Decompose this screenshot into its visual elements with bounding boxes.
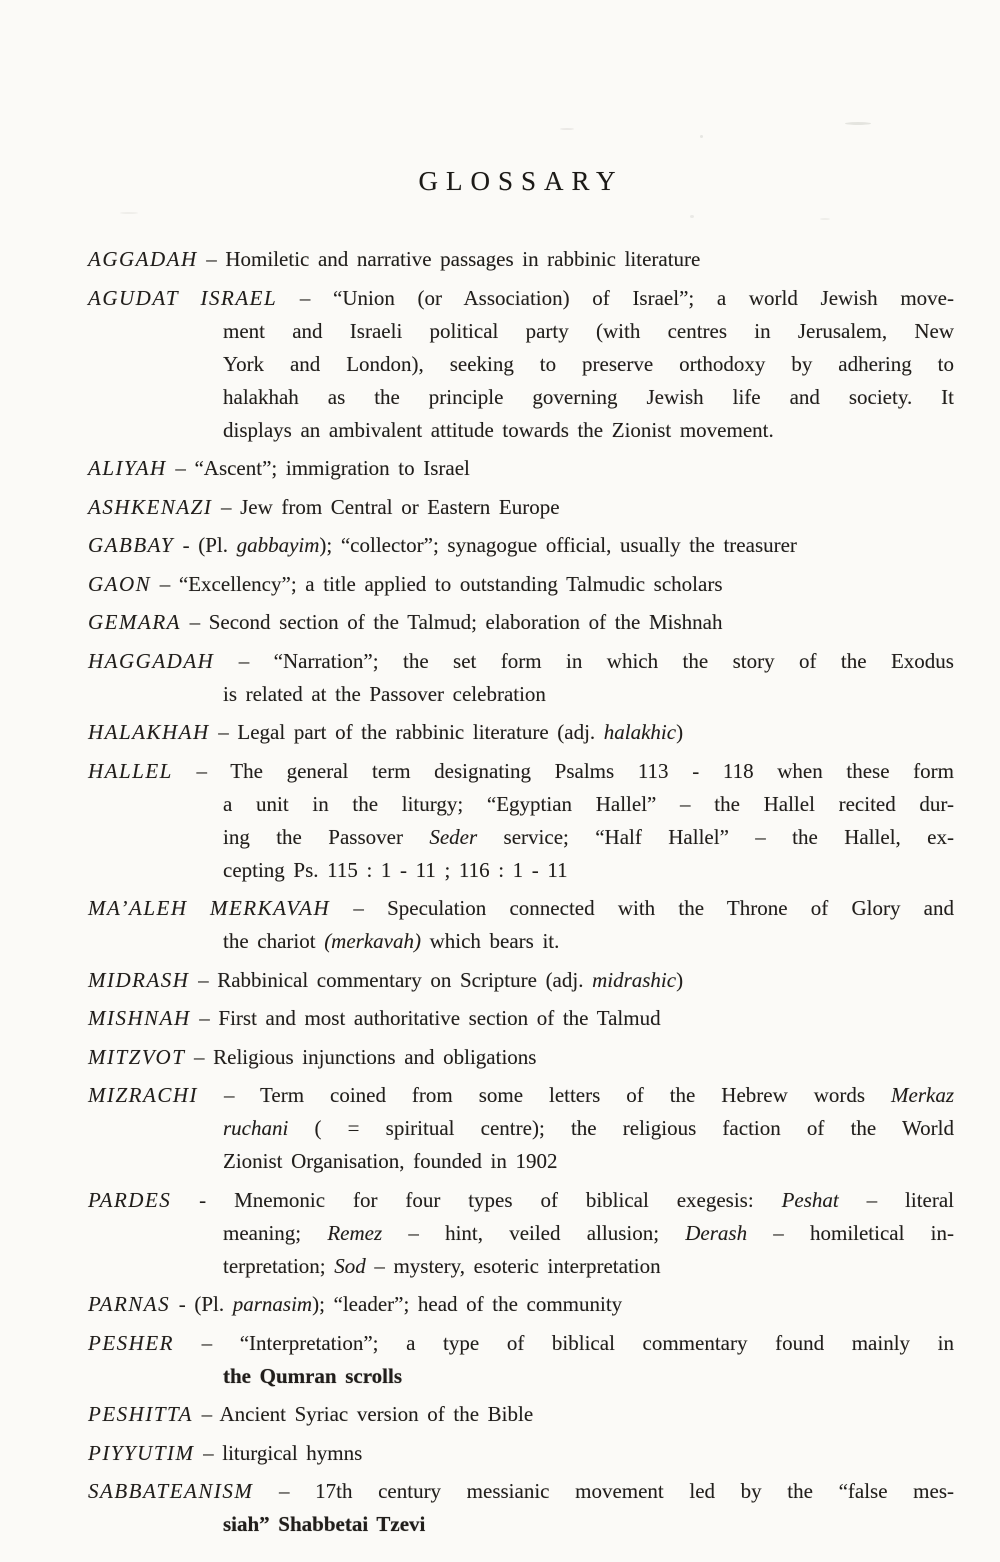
term-definition-dash: – bbox=[166, 456, 195, 480]
glossary-entry bbox=[88, 755, 954, 887]
glossary-term: HAGGADAH bbox=[88, 648, 215, 673]
glossary-term: HALAKHAH bbox=[88, 720, 210, 744]
entry-continuation-line: the Qumran scrolls bbox=[223, 1363, 402, 1388]
term-definition-dash: – bbox=[277, 285, 334, 310]
term-definition-dash: - bbox=[170, 1292, 195, 1316]
term-definition-dash: – bbox=[173, 1330, 240, 1355]
glossary-term: ASHKENAZI bbox=[88, 494, 213, 519]
glossary-term: GEMARA bbox=[88, 610, 181, 634]
term-definition-dash: – bbox=[198, 1083, 261, 1107]
entry-first-line: GAON – “Excellency”; a title applied to outstanding Talmudic scholars bbox=[88, 571, 723, 596]
entry-continuation-line: cepting Ps. 115 : 1 - 11 ; 116 : 1 - 11 bbox=[223, 857, 568, 882]
glossary-entry bbox=[88, 1041, 954, 1074]
glossary-entry bbox=[88, 452, 954, 485]
entry-first-line: GEMARA – Second section of the Talmud; elaboration of the Mishnah bbox=[88, 610, 723, 634]
glossary-term: PESHITTA bbox=[88, 1402, 193, 1426]
glossary-entry bbox=[88, 568, 954, 601]
glossary-entry bbox=[88, 529, 954, 562]
entry-first-line: ALIYAH – “Ascent”; immigration to Israel bbox=[88, 456, 470, 480]
entry-continuation-line: halakhah as the principle governing Jewish life and society. It bbox=[223, 384, 954, 409]
glossary-term: PESHER bbox=[88, 1330, 174, 1355]
entry-continuation-line: ruchani ( = spiritual centre); the religious faction of the World bbox=[223, 1116, 954, 1140]
glossary-entry bbox=[88, 1327, 954, 1393]
term-definition-dash: – bbox=[209, 720, 238, 744]
glossary-entry bbox=[88, 282, 954, 447]
glossary-entry bbox=[88, 1475, 954, 1541]
entry-continuation-line: a unit in the liturgy; “Egyptian Hallel” – the Hallel recited dur- bbox=[223, 791, 954, 816]
glossary-term: MIZRACHI bbox=[88, 1083, 198, 1107]
entry-first-line: MITZVOT – Religious injunctions and obligations bbox=[88, 1044, 537, 1069]
glossary-entry bbox=[88, 645, 954, 711]
entry-first-line: PARNAS - (Pl. parnasim); “leader”; head of the community bbox=[88, 1292, 623, 1316]
entry-first-line: GABBAY - (Pl. gabbayim); “collector”; synagogue official, usually the treasurer bbox=[88, 533, 797, 557]
entry-first-line: HALLEL – The general term designating Psalms 113 - 118 when these form bbox=[88, 758, 954, 783]
entry-continuation-line: meaning; Remez – hint, veiled allusion; Derash – homiletical in- bbox=[223, 1220, 954, 1245]
term-definition-dash: – bbox=[151, 571, 179, 596]
entry-first-line: AGGADAH – Homiletic and narrative passages in rabbinic literature bbox=[88, 247, 701, 271]
scan-artifact bbox=[120, 212, 138, 214]
entry-continuation-line: York and London), seeking to preserve orthodoxy by adhering to bbox=[223, 351, 954, 376]
glossary-term: MISHNAH bbox=[88, 1006, 191, 1030]
glossary-entry bbox=[88, 1437, 954, 1470]
glossary-entry bbox=[88, 1002, 954, 1035]
term-definition-dash: – bbox=[172, 758, 231, 783]
term-definition-dash: – bbox=[189, 967, 218, 992]
entry-first-line: AGUDAT ISRAEL – “Union (or Association) of Israel”; a world Jewish move- bbox=[88, 285, 954, 310]
scan-artifact bbox=[560, 128, 574, 130]
term-definition-dash: – bbox=[192, 1402, 220, 1426]
term-definition-dash: – bbox=[197, 247, 226, 271]
term-definition-dash: - bbox=[171, 1187, 235, 1212]
term-definition-dash: - bbox=[174, 533, 199, 557]
term-definition-dash: – bbox=[214, 648, 274, 673]
glossary-entry bbox=[88, 1398, 954, 1431]
entry-continuation-line: terpretation; Sod – mystery, esoteric interpretation bbox=[223, 1253, 661, 1278]
term-definition-dash: – bbox=[212, 494, 241, 519]
glossary-entry bbox=[88, 1184, 954, 1283]
glossary-term: PARDES bbox=[88, 1187, 172, 1212]
entry-continuation-line: ing the Passover Seder service; “Half Hallel” – the Hallel, ex- bbox=[223, 824, 954, 849]
entry-first-line: PESHER – “Interpretation”; a type of biblical commentary found mainly in bbox=[88, 1330, 954, 1355]
glossary-entry bbox=[88, 964, 954, 997]
glossary-term: GABBAY bbox=[88, 533, 174, 557]
entry-first-line: MA’ALEH MERKAVAH – Speculation connected with the Throne of Glory and bbox=[88, 896, 954, 920]
glossary-term: AGUDAT ISRAEL bbox=[88, 285, 278, 310]
glossary-entry bbox=[88, 892, 954, 958]
entry-continuation-line: siah” Shabbetai Tzevi bbox=[223, 1512, 426, 1536]
glossary-term: HALLEL bbox=[88, 758, 173, 783]
glossary-term: MA’ALEH MERKAVAH bbox=[88, 896, 331, 920]
glossary-term: PARNAS bbox=[88, 1292, 171, 1316]
glossary-entry bbox=[88, 1288, 954, 1321]
page-title: GLOSSARY bbox=[418, 166, 624, 196]
entry-first-line: SABBATEANISM – 17th century messianic movement led by the “false mes- bbox=[88, 1479, 954, 1503]
entry-first-line: PARDES - Mnemonic for four types of biblical exegesis: Peshat – literal bbox=[88, 1187, 954, 1212]
glossary-term: PIYYUTIM bbox=[88, 1440, 195, 1465]
glossary-term: AGGADAH bbox=[88, 247, 198, 271]
entry-first-line: MISHNAH – First and most authoritative section of the Talmud bbox=[88, 1006, 661, 1030]
glossary-entry bbox=[88, 1079, 954, 1178]
glossary-term: GAON bbox=[88, 571, 152, 596]
scan-artifact bbox=[820, 218, 830, 220]
entry-continuation-line: is related at the Passover celebration bbox=[223, 681, 546, 706]
entry-first-line: MIZRACHI – Term coined from some letters of the Hebrew words Merkaz bbox=[88, 1083, 954, 1107]
entry-first-line: ASHKENAZI – Jew from Central or Eastern Europe bbox=[88, 494, 560, 519]
entry-first-line: MIDRASH – Rabbinical commentary on Scripture (adj. midrashic) bbox=[88, 967, 684, 992]
glossary-term: MITZVOT bbox=[88, 1044, 186, 1069]
entry-continuation-line: ment and Israeli political party (with centres in Jerusalem, New bbox=[223, 318, 954, 343]
entry-first-line: HAGGADAH – “Narration”; the set form in which the story of the Exodus bbox=[88, 648, 954, 673]
term-definition-dash: – bbox=[194, 1440, 223, 1465]
term-definition-dash: – bbox=[185, 1044, 214, 1069]
term-definition-dash: – bbox=[180, 610, 209, 634]
entry-continuation-line: Zionist Organisation, founded in 1902 bbox=[223, 1149, 558, 1173]
term-definition-dash: – bbox=[253, 1479, 316, 1503]
glossary-entry bbox=[88, 243, 954, 276]
entry-continuation-line: displays an ambivalent attitude towards the Zionist movement. bbox=[223, 417, 774, 442]
glossary-entry bbox=[88, 606, 954, 639]
entry-continuation-line: the chariot (merkavah) which bears it. bbox=[223, 929, 560, 953]
entry-first-line: HALAKHAH – Legal part of the rabbinic literature (adj. halakhic) bbox=[88, 720, 684, 744]
scan-artifact bbox=[845, 122, 871, 125]
glossary-list bbox=[88, 243, 954, 1541]
glossary-entry bbox=[88, 716, 954, 749]
term-definition-dash: – bbox=[190, 1006, 219, 1030]
scan-artifact bbox=[690, 215, 694, 218]
entry-first-line: PESHITTA – Ancient Syriac version of the Bible bbox=[88, 1402, 534, 1426]
entry-first-line: PIYYUTIM – liturgical hymns bbox=[88, 1440, 363, 1465]
glossary-entry bbox=[88, 491, 954, 524]
glossary-term: SABBATEANISM bbox=[88, 1479, 254, 1503]
term-definition-dash: – bbox=[330, 896, 388, 920]
glossary-term: ALIYAH bbox=[88, 456, 167, 480]
scan-artifact bbox=[700, 135, 703, 138]
glossary-term: MIDRASH bbox=[88, 967, 190, 992]
